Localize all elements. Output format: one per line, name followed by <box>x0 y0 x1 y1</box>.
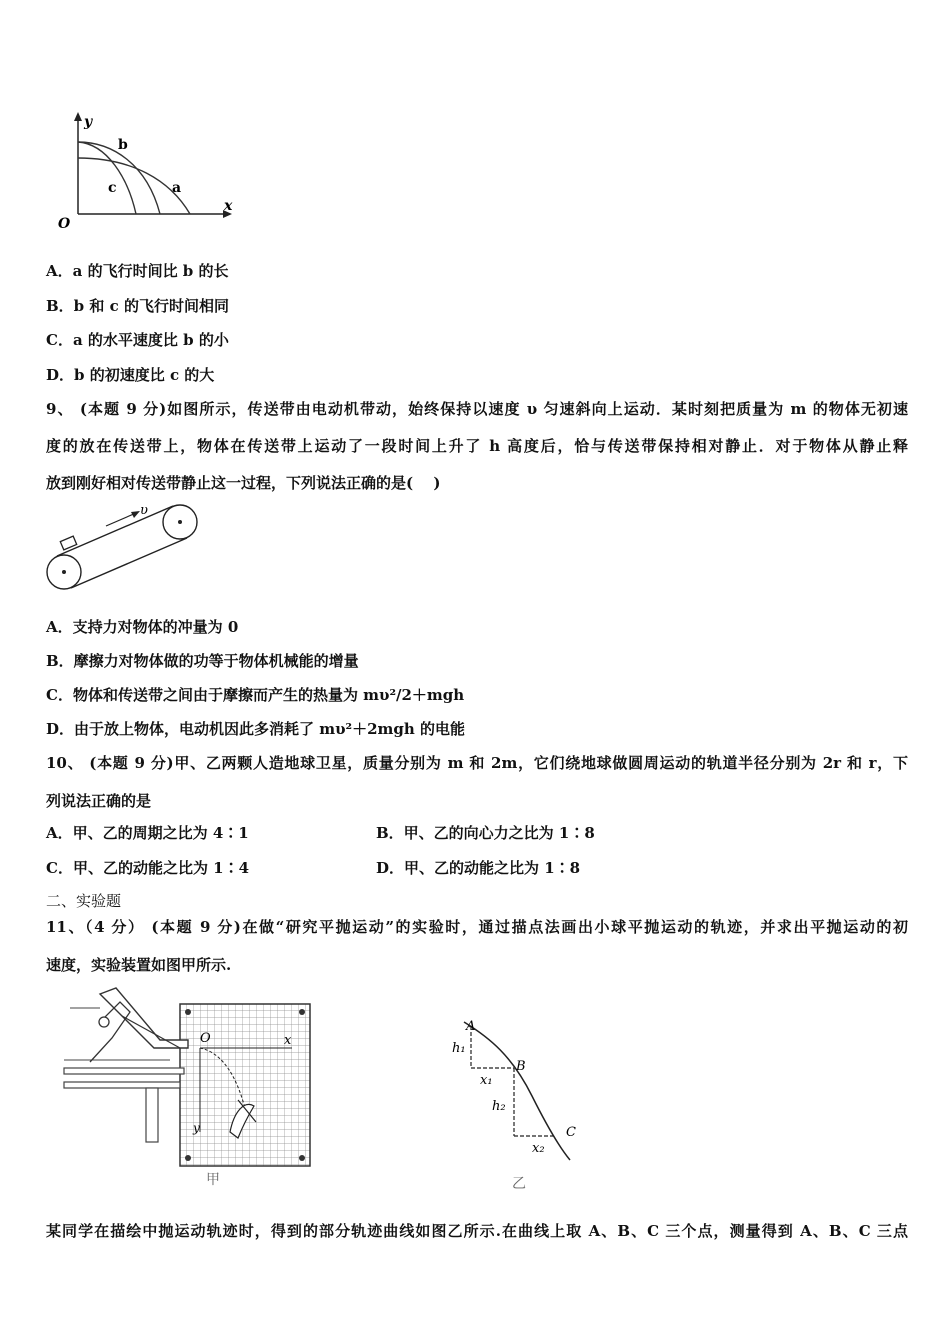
section-title: 二、实验题 <box>46 892 122 910</box>
label-x: x <box>284 1033 292 1048</box>
trajectory-figure-yi <box>440 1012 600 1192</box>
q11-after-figure-line: 某同学在描绘中抛运动轨迹时，得到的部分轨迹曲线如图乙所示.在曲线上取 A、B、C 三个点，测量得到 A、B、C 三点 <box>46 1222 908 1240</box>
curve-c-label: c <box>108 180 117 196</box>
table-top <box>64 1068 184 1074</box>
caption-yi: 乙 <box>512 1176 526 1192</box>
q8-option-a: A．a 的飞行时间比 b 的长 <box>46 262 229 280</box>
lower-pulley-axle <box>62 570 66 574</box>
projectile-curves-figure <box>52 108 248 232</box>
q8-option-b: B．b 和 c 的飞行时间相同 <box>46 297 229 315</box>
board-pin <box>299 1009 305 1015</box>
velocity-label: υ <box>140 503 148 518</box>
belt-top <box>57 506 173 556</box>
curve-b-label: b <box>118 137 128 153</box>
q9-stem-line-2: 度的放在传送带上，物体在传送带上运动了一段时间上升了 h 高度后，恰与传送带保持相对静止．对于物体从静止释 <box>46 437 908 455</box>
q9-option-c: C．物体和传送带之间由于摩擦而产生的热量为 mυ²/2＋mgh <box>46 686 465 704</box>
label-b: B <box>516 1059 526 1074</box>
q10-stem-line-2: 列说法正确的是 <box>46 792 152 810</box>
belt-bottom <box>71 538 187 588</box>
label-o: O <box>200 1031 211 1046</box>
q11-stem-line-1: 11、（4 分） (本题 9 分)在做“研究平抛运动”的实验时，通过描点法画出小球平抛运动的轨迹，并求出平抛运动的初 <box>46 918 908 936</box>
label-h2: h₂ <box>492 1099 506 1114</box>
q8-option-d: D．b 的初速度比 c 的大 <box>46 366 215 384</box>
q9-stem-line-1: 9、 (本题 9 分)如图所示，传送带由电动机带动，始终保持以速度 υ 匀速斜向上运动．某时刻把质量为 m 的物体无初速 <box>46 400 908 418</box>
upper-pulley-axle <box>178 520 182 524</box>
q10-option-a: A．甲、乙的周期之比为 4∶1 <box>46 824 249 842</box>
q10-stem-line-1: 10、 (本题 9 分)甲、乙两颗人造地球卫星，质量分别为 m 和 2m，它们绕地球做圆周运动的轨道半径分别为 2r 和 r，下 <box>46 754 908 772</box>
q10-option-d: D．甲、乙的动能之比为 1∶8 <box>376 859 581 877</box>
label-y: y <box>193 1121 200 1135</box>
y-label: y <box>84 114 93 130</box>
board-pin <box>185 1155 191 1161</box>
origin-label: O <box>58 216 71 232</box>
caption-jia: 甲 <box>206 1172 220 1188</box>
y-axis-arrow <box>74 112 82 121</box>
q9-option-b: B．摩擦力对物体做的功等于物体机械能的增量 <box>46 652 359 670</box>
label-h1: h₁ <box>452 1041 466 1056</box>
apparatus-figure-jia <box>60 982 320 1192</box>
q10-option-b: B．甲、乙的向心力之比为 1∶8 <box>376 824 595 842</box>
board-pin <box>185 1009 191 1015</box>
table-front <box>64 1082 180 1088</box>
label-a: A <box>466 1019 476 1034</box>
q8-option-c: C．a 的水平速度比 b 的小 <box>46 331 229 349</box>
velocity-arrowhead <box>131 511 140 518</box>
label-x2: x₂ <box>532 1141 545 1156</box>
board-pin <box>299 1155 305 1161</box>
x-label: x <box>224 198 233 214</box>
q9-option-a: A．支持力对物体的冲量为 0 <box>46 618 239 636</box>
q10-option-c: C．甲、乙的动能之比为 1∶4 <box>46 859 250 877</box>
curve-abc <box>464 1022 570 1160</box>
label-x1: x₁ <box>480 1073 493 1088</box>
q11-stem-line-2: 速度，实验装置如图甲所示. <box>46 956 232 974</box>
q9-stem-line-3: 放到刚好相对传送带静止这一过程，下列说法正确的是( ) <box>46 474 441 492</box>
q9-option-d: D．由于放上物体，电动机因此多消耗了 mυ²＋2mgh 的电能 <box>46 720 466 738</box>
launch-ramp <box>100 988 188 1048</box>
table-leg <box>146 1088 158 1142</box>
conveyor-belt-figure <box>40 500 210 596</box>
label-c: C <box>566 1125 576 1140</box>
curve-a-label: a <box>172 180 182 196</box>
ramp-clamp <box>99 1017 109 1027</box>
